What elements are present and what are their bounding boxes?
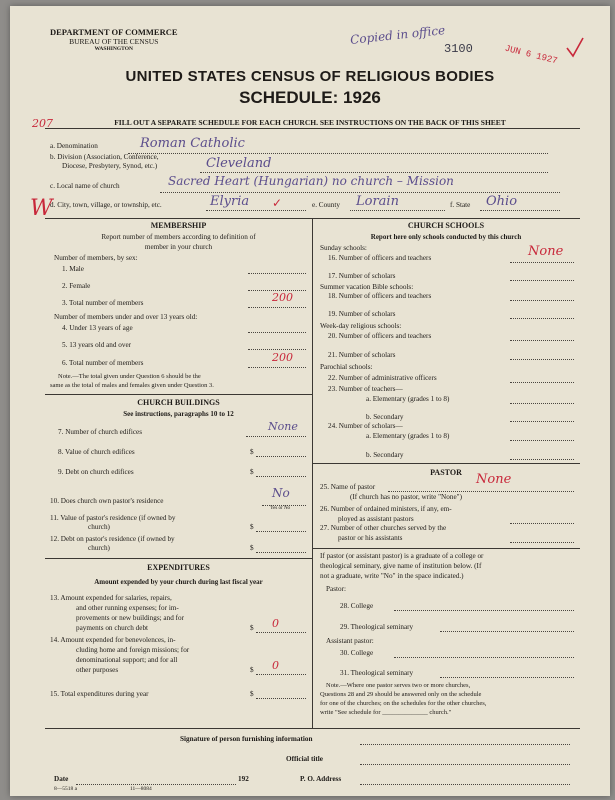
received-date-stamp: JUN 6 1927 xyxy=(503,43,559,67)
q1-male-label: 1. Male xyxy=(62,265,84,273)
state-value[interactable]: Ohio xyxy=(486,194,518,209)
q27-label-2: pastor or his assistants xyxy=(338,534,403,542)
date-line[interactable] xyxy=(76,784,236,785)
city-check-icon: ✓ xyxy=(272,196,283,210)
q20-line[interactable] xyxy=(510,340,574,341)
graduate-text-2: theological seminary, give name of institution below. (If xyxy=(320,562,482,570)
q12-label-1: 12. Debt on pastor's residence (if owned by xyxy=(50,535,175,543)
q11-line[interactable] xyxy=(256,531,306,532)
parochial-heading: Parochial schools: xyxy=(320,363,373,371)
q23a-line[interactable] xyxy=(510,403,574,404)
city-label: d. City, town, village, or township, etc. xyxy=(50,201,162,209)
city-value[interactable]: Elyria xyxy=(210,194,250,209)
local-name-line xyxy=(160,192,560,193)
q15-label: 15. Total expenditures during year xyxy=(50,690,149,698)
members-by-sex-heading: Number of members, by sex: xyxy=(54,254,138,262)
denomination-line xyxy=(128,153,548,154)
pastor-title: PASTOR xyxy=(430,468,462,477)
q26-line[interactable] xyxy=(510,523,574,524)
q6-value[interactable]: 200 xyxy=(272,351,293,364)
q18-line[interactable] xyxy=(510,300,574,301)
pastor-note-2: Questions 28 and 29 should be answered only on the schedule xyxy=(320,691,482,698)
date-label: Date xyxy=(54,775,69,783)
official-title-label: Official title xyxy=(286,755,323,763)
graduate-text-1: If pastor (or assistant pastor) is a graduate of a college or xyxy=(320,552,484,560)
q17-line[interactable] xyxy=(510,280,574,281)
q13-label-1: 13. Amount expended for salaries, repairs, xyxy=(50,594,172,602)
margin-mark: W xyxy=(30,196,53,221)
expenditures-sub: Amount expended by your church during last fiscal year xyxy=(94,578,263,586)
q7-edifices-label: 7. Number of church edifices xyxy=(58,428,143,436)
weekday-heading: Week-day religious schools: xyxy=(320,322,402,330)
department-header xyxy=(50,28,178,53)
q23b-label: b. Secondary xyxy=(366,413,404,421)
q14-label-3: denominational support; and for all xyxy=(76,656,178,664)
q23b-line[interactable] xyxy=(510,421,574,422)
membership-note-2: same as the total of males and females given under Question 3. xyxy=(50,382,214,389)
state-line xyxy=(480,210,560,211)
q13-value[interactable]: 0 xyxy=(272,617,279,630)
q11-label-1: 11. Value of pastor's residence (if owned by xyxy=(50,514,176,522)
q7-line xyxy=(246,436,306,437)
summer-heading: Summer vacation Bible schools: xyxy=(320,283,414,291)
q8-line[interactable] xyxy=(256,456,306,457)
q21-line[interactable] xyxy=(510,359,574,360)
q13-dollar: $ xyxy=(250,624,254,632)
buildings-sub: See instructions, paragraphs 10 to 12 xyxy=(123,410,234,418)
q10-residence-label: 10. Does church own pastor's residence xyxy=(50,497,164,505)
expenditures-title: EXPENDITURES xyxy=(147,563,210,572)
q3-total-label: 3. Total number of members xyxy=(62,299,144,307)
q16-value[interactable]: None xyxy=(528,244,564,259)
q13-label-2: and other running expenses; for im- xyxy=(76,604,179,612)
q23-label: 23. Number of teachers— xyxy=(328,385,403,393)
q16-label: 16. Number of officers and teachers xyxy=(328,254,432,262)
print-code: 11—8084 xyxy=(130,786,152,792)
q14-value[interactable]: 0 xyxy=(272,659,279,672)
q13-label-3: provements or new buildings; and for xyxy=(76,614,184,622)
state-label: f. State xyxy=(450,201,471,209)
q27-line[interactable] xyxy=(510,542,574,543)
q12-label-2: church) xyxy=(88,544,110,552)
pastor-rule xyxy=(312,463,580,464)
membership-title: MEMBERSHIP xyxy=(150,221,207,230)
q31-line[interactable] xyxy=(440,677,574,678)
members-by-age-heading: Number of members under and over 13 years old: xyxy=(54,313,198,321)
q26-label-1: 26. Number of ordained ministers, if any, em- xyxy=(320,505,452,513)
q31-label: 31. Theological seminary xyxy=(340,669,414,677)
division-label-2: Diocese, Presbytery, Synod, etc.) xyxy=(62,162,158,170)
department-name: DEPARTMENT OF COMMERCE xyxy=(50,27,178,37)
q14-line xyxy=(256,674,306,675)
q24b-line[interactable] xyxy=(510,459,574,460)
buildings-rule xyxy=(45,394,312,395)
footer-rule xyxy=(45,728,580,729)
q14-label-4: other purposes xyxy=(76,666,119,674)
division-label-1: b. Division (Association, Conference, xyxy=(50,153,159,161)
q9-line[interactable] xyxy=(256,476,306,477)
q15-line[interactable] xyxy=(256,698,306,699)
signature-line[interactable] xyxy=(360,744,570,745)
membership-note-1: Note.—The total given under Question 6 should be the xyxy=(58,373,201,380)
corner-mark: 207 xyxy=(32,117,53,130)
schools-intro: Report here only schools conducted by this church xyxy=(370,233,522,241)
q13-label-4: payments on church debt xyxy=(76,624,149,632)
q20-label: 20. Number of officers and teachers xyxy=(328,332,432,340)
q11-label-2: church) xyxy=(88,523,110,531)
q19-line[interactable] xyxy=(510,318,574,319)
q16-line xyxy=(510,262,574,263)
q24b-label: b. Secondary xyxy=(366,451,404,459)
q11-dollar: $ xyxy=(250,523,254,531)
q15-dollar: $ xyxy=(250,690,254,698)
county-value[interactable]: Lorain xyxy=(356,194,399,209)
q1-line[interactable] xyxy=(248,273,306,274)
q24a-label: a. Elementary (grades 1 to 8) xyxy=(366,432,450,440)
county-label: e. County xyxy=(312,201,340,209)
q25-hint: (If church has no pastor, write "None") xyxy=(350,493,462,501)
division-value[interactable]: Cleveland xyxy=(206,156,272,171)
pastor-note-1: Note.—Where one pastor serves two or more churches, xyxy=(326,682,471,689)
yes-no-hint: Yes or No xyxy=(270,506,291,511)
q22-line[interactable] xyxy=(510,382,574,383)
po-address-line[interactable] xyxy=(360,784,570,785)
graduate-text-3: not a graduate, write "No" in the space indicated.) xyxy=(320,572,464,580)
local-name-label: c. Local name of church xyxy=(50,182,120,190)
header-rule xyxy=(45,128,580,129)
form-number: 8—5518 a xyxy=(54,786,78,792)
buildings-title: CHURCH BUILDINGS xyxy=(137,398,220,407)
q9-debt-label: 9. Debt on church edifices xyxy=(58,468,134,476)
q6-line xyxy=(248,367,306,368)
q3-line xyxy=(248,307,306,308)
form-title: UNITED STATES CENSUS OF RELIGIOUS BODIES xyxy=(125,68,495,85)
city-line xyxy=(206,210,306,211)
q25-label: 25. Name of pastor xyxy=(320,483,376,491)
census-schedule-sheet xyxy=(10,6,610,796)
signature-label: Signature of person furnishing information xyxy=(180,735,313,743)
q14-label-1: 14. Amount expended for benevolences, in- xyxy=(50,636,176,644)
q4-under13-label: 4. Under 13 years of age xyxy=(62,324,133,332)
q22-label: 22. Number of administrative officers xyxy=(328,374,437,382)
pastor-subheading: Pastor: xyxy=(326,585,346,593)
denomination-value[interactable]: Roman Catholic xyxy=(140,136,245,151)
q28-line[interactable] xyxy=(394,610,574,611)
q2-female-label: 2. Female xyxy=(62,282,91,290)
date-year: 192 xyxy=(238,775,249,783)
q23a-label: a. Elementary (grades 1 to 8) xyxy=(366,395,450,403)
q14-label-2: cluding home and foreign missions; for xyxy=(76,646,190,654)
po-address-label: P. O. Address xyxy=(300,775,342,783)
sunday-heading: Sunday schools: xyxy=(320,244,367,252)
q25-line xyxy=(388,491,574,492)
q3-value[interactable]: 200 xyxy=(272,291,293,304)
stamp-number: 3100 xyxy=(444,42,473,56)
q28-label: 28. College xyxy=(340,602,374,610)
q30-line[interactable] xyxy=(394,657,574,658)
q21-label: 21. Number of scholars xyxy=(328,351,396,359)
expenditures-rule xyxy=(45,558,312,559)
local-name-value[interactable]: Sacred Heart (Hungarian) no church – Mission xyxy=(168,174,454,188)
q8-value-label: 8. Value of church edifices xyxy=(58,448,135,456)
bureau-city: WASHINGTON xyxy=(94,46,133,53)
q29-line[interactable] xyxy=(440,631,574,632)
q9-dollar: $ xyxy=(250,468,254,476)
q24a-line[interactable] xyxy=(510,440,574,441)
q5-over13-label: 5. 13 years old and over xyxy=(62,341,132,349)
membership-intro-2: member in your church xyxy=(144,243,213,251)
county-line xyxy=(350,210,445,211)
q17-label: 17. Number of scholars xyxy=(328,272,396,280)
q4-line[interactable] xyxy=(248,332,306,333)
schedule-title: SCHEDULE: 1926 xyxy=(239,88,381,107)
pastor-note-3: for one of the churches; on the schedules for the other churches, xyxy=(320,700,487,707)
q6-total-label: 6. Total number of members xyxy=(62,359,144,367)
schools-title: CHURCH SCHOOLS xyxy=(407,221,485,230)
denomination-label: a. Denomination xyxy=(50,142,98,150)
q8-dollar: $ xyxy=(250,448,254,456)
q19-label: 19. Number of scholars xyxy=(328,310,396,318)
q10-value[interactable]: No xyxy=(272,486,290,500)
copied-note: Copied in office xyxy=(349,23,446,47)
checkmark-icon xyxy=(565,36,585,58)
q12-line[interactable] xyxy=(256,552,306,553)
q30-label: 30. College xyxy=(340,649,374,657)
q7-value[interactable]: None xyxy=(268,420,298,433)
membership-intro-1: Report number of members according to definition of xyxy=(101,233,256,241)
instructions-line: FILL OUT A SEPARATE SCHEDULE FOR EACH CHURCH. SEE INSTRUCTIONS ON THE BACK OF THIS SHEET xyxy=(114,118,506,127)
q14-dollar: $ xyxy=(250,666,254,674)
q29-label: 29. Theological seminary xyxy=(340,623,414,631)
q12-dollar: $ xyxy=(250,544,254,552)
q13-line xyxy=(256,632,306,633)
q27-label-1: 27. Number of other churches served by the xyxy=(320,524,447,532)
q5-line[interactable] xyxy=(248,349,306,350)
q25-value[interactable]: None xyxy=(476,472,512,487)
division-line xyxy=(200,172,548,173)
graduate-rule xyxy=(312,548,580,549)
q24-label: 24. Number of scholars— xyxy=(328,422,403,430)
q26-label-2: ployed as assistant pastors xyxy=(338,515,414,523)
q18-label: 18. Number of officers and teachers xyxy=(328,292,432,300)
bureau-name: BUREAU OF THE CENSUS xyxy=(69,36,159,46)
official-title-line[interactable] xyxy=(360,764,570,765)
assistant-subheading: Assistant pastor: xyxy=(326,637,374,645)
pastor-note-4: write "See schedule for ______________ church." xyxy=(320,709,452,716)
